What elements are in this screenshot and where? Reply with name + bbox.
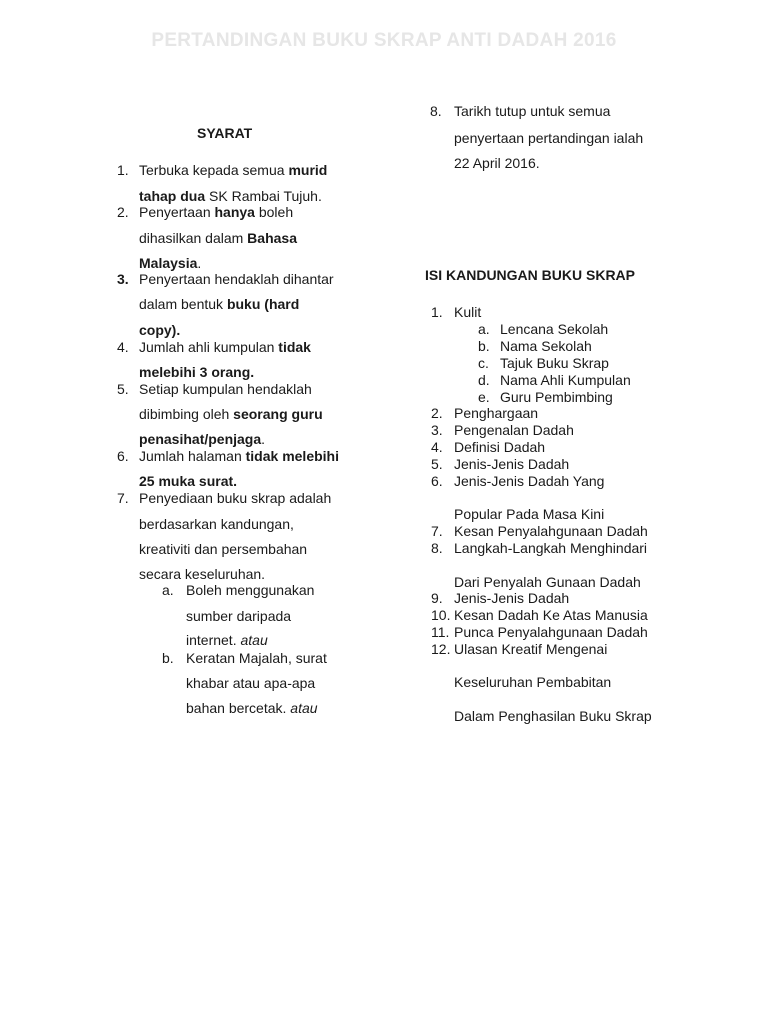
syarat-sub-letter: a. (162, 582, 174, 598)
syarat-number: 3. (117, 271, 129, 287)
tarikh-line: penyertaan pertandingan ialah (454, 130, 644, 146)
isi-item: Keseluruhan Pembabitan (454, 674, 612, 690)
isi-sub-letter: b. (478, 338, 490, 354)
isi-item: Popular Pada Masa Kini (454, 506, 605, 522)
isi-number: 2. (431, 405, 443, 421)
isi-item: Lencana Sekolah (500, 321, 609, 337)
syarat-line: melebihi 3 orang. (139, 364, 255, 380)
isi-number: 7. (431, 523, 443, 539)
isi-item: Jenis-Jenis Dadah (454, 456, 570, 472)
syarat-line: dihasilkan dalam Bahasa (139, 230, 297, 246)
syarat-line: khabar atau apa-apa (186, 675, 316, 691)
syarat-line: internet. atau (186, 632, 268, 648)
syarat-number: 1. (117, 162, 129, 178)
isi-number: 5. (431, 456, 443, 472)
syarat-line: dalam bentuk buku (hard (139, 296, 300, 312)
syarat-line: bahan bercetak. atau (186, 700, 318, 716)
isi-item: Nama Ahli Kumpulan (500, 372, 631, 388)
syarat-line: penasihat/penjaga. (139, 431, 266, 447)
syarat-line: Terbuka kepada semua murid (139, 162, 328, 178)
isi-item: Jenis-Jenis Dadah (454, 590, 570, 606)
syarat-sub-letter: b. (162, 650, 174, 666)
syarat-line: sumber daripada (186, 608, 292, 624)
isi-heading: ISI KANDUNGAN BUKU SKRAP (425, 267, 636, 283)
syarat-line: Keratan Majalah, surat (186, 650, 327, 666)
syarat-line: secara keseluruhan. (139, 566, 266, 582)
syarat-line: copy). (139, 322, 181, 338)
syarat-heading: SYARAT (197, 125, 253, 141)
syarat-number: 5. (117, 381, 129, 397)
isi-sub-letter: a. (478, 321, 490, 337)
syarat-line: Jumlah halaman tidak melebihi (139, 448, 339, 464)
isi-item: Langkah-Langkah Menghindari (454, 540, 648, 556)
syarat-number: 6. (117, 448, 129, 464)
isi-item: Tajuk Buku Skrap (500, 355, 609, 371)
syarat-line: tahap dua SK Rambai Tujuh. (139, 188, 322, 204)
isi-item: Nama Sekolah (500, 338, 592, 354)
tarikh-line: 22 April 2016. (454, 155, 540, 171)
syarat-line: Malaysia. (139, 255, 202, 271)
syarat-line: Penyertaan hanya boleh (139, 204, 294, 220)
syarat-number: 4. (117, 339, 129, 355)
isi-item: Kesan Penyalahgunaan Dadah (454, 523, 648, 539)
page-title: PERTANDINGAN BUKU SKRAP ANTI DADAH 2016 (151, 30, 617, 51)
isi-item: Kesan Dadah Ke Atas Manusia (454, 607, 648, 623)
isi-item: Jenis-Jenis Dadah Yang (454, 473, 605, 489)
isi-item: Penghargaan (454, 405, 539, 421)
isi-item: Punca Penyalahgunaan Dadah (454, 624, 648, 640)
isi-item: Kulit (454, 304, 482, 320)
syarat-line: Setiap kumpulan hendaklah (139, 381, 312, 397)
isi-item: Definisi Dadah (454, 439, 546, 455)
isi-number: 6. (431, 473, 443, 489)
isi-number: 12. (431, 641, 451, 657)
isi-number: 9. (431, 590, 443, 606)
isi-number: 3. (431, 422, 443, 438)
syarat-line: Jumlah ahli kumpulan tidak (139, 339, 311, 355)
isi-number: 10. (431, 607, 451, 623)
syarat-line: 25 muka surat. (139, 473, 238, 489)
syarat-line: Penyediaan buku skrap adalah (139, 490, 332, 506)
isi-number: 11. (431, 624, 450, 640)
syarat-line: Boleh menggunakan (186, 582, 315, 598)
syarat-line: berdasarkan kandungan, (139, 516, 294, 532)
clipped-line-container: 8. Tarikh tutup untuk semua (430, 103, 611, 119)
isi-number: 1. (431, 304, 443, 320)
isi-item: Pengenalan Dadah (454, 422, 574, 438)
isi-sub-letter: e. (478, 389, 490, 405)
syarat-line: dibimbing oleh seorang guru (139, 406, 323, 422)
isi-item: Dari Penyalah Gunaan Dadah (454, 574, 641, 590)
syarat-line: kreativiti dan persembahan (139, 541, 308, 557)
syarat-number: 2. (117, 204, 129, 220)
isi-item: Dalam Penghasilan Buku Skrap (454, 708, 652, 724)
isi-sub-letter: d. (478, 372, 490, 388)
syarat-line: Penyertaan hendaklah dihantar (139, 271, 334, 287)
syarat-number: 7. (117, 490, 129, 506)
isi-item: Guru Pembimbing (500, 389, 613, 405)
isi-sub-letter: c. (478, 355, 489, 371)
isi-number: 4. (431, 439, 443, 455)
isi-number: 8. (431, 540, 443, 556)
isi-item: Ulasan Kreatif Mengenai (454, 641, 608, 657)
